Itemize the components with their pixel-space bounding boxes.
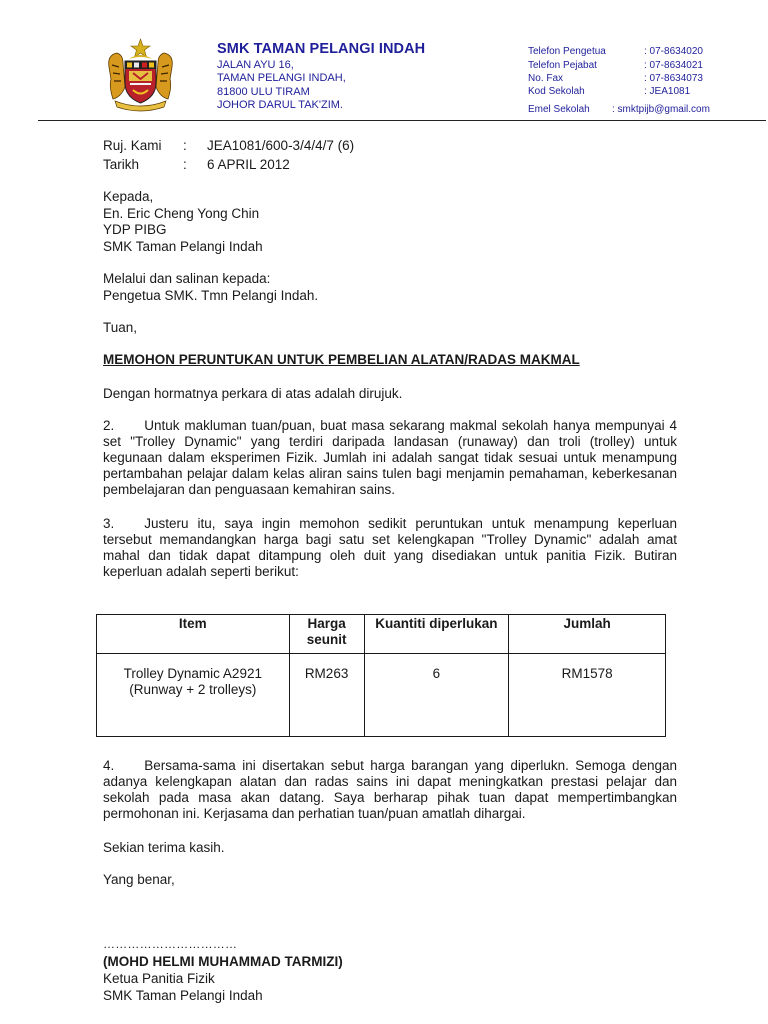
contact-value: : 07-8634020 [644, 46, 703, 57]
school-header [217, 41, 425, 113]
paragraph-text: Bersama-sama ini disertakan sebut harga barangan yang diperlukn. Semoga dengan adanya kelengkapan alatan dan radas sains ini dapat meningkatkan prestasi pelajar dan sekolah pada masa akan datang. Saya berharap pihak tuan dapat mempertimbangkan permohonan ini. Kerjasama dan perhatian tuan/puan amatlah dihargai. [103, 758, 677, 822]
reference-colon: : [183, 138, 187, 153]
quantity-cell: 6 [364, 654, 509, 737]
via-line: Melalui dan salinan kepada: [103, 271, 271, 286]
address-line: 81800 ULU TIRAM [217, 85, 310, 98]
column-header-price: Harga seunit [289, 615, 364, 654]
recipient-line: En. Eric Cheng Yong Chin [103, 206, 260, 221]
email-value: : smktpijb@gmail.com [612, 104, 710, 116]
paragraph-number: 2. [103, 418, 115, 433]
column-header-quantity: Kuantiti diperlukan [364, 615, 509, 654]
recipient-line: SMK Taman Pelangi Indah [103, 239, 263, 254]
contact-label: Telefon Pengetua [528, 46, 606, 57]
paragraph-number: 3. [103, 516, 115, 531]
paragraph-2 [103, 418, 677, 498]
column-header-total: Jumlah [509, 615, 666, 654]
signature-line: …………………………… [103, 937, 238, 951]
column-header-item: Item [97, 615, 290, 654]
school-name: SMK TAMAN PELANGI INDAH [217, 41, 426, 57]
contact-value: : JEA1081 [644, 86, 691, 98]
address-line: JOHOR DARUL TAK'ZIM. [217, 99, 343, 112]
salutation: Tuan, [103, 320, 138, 335]
reference-number: JEA1081/600-3/4/4/7 (6) [207, 138, 355, 153]
paragraph-number: 4. [103, 758, 115, 773]
date-colon: : [183, 157, 187, 172]
signatory-title: Ketua Panitia Fizik [103, 971, 215, 986]
signatory-school: SMK Taman Pelangi Indah [103, 988, 263, 1003]
yang-benar: Yang benar, [103, 872, 175, 887]
contact-value: : 07-8634021 [644, 60, 703, 72]
address-line: JALAN AYU 16, [217, 59, 294, 71]
via-line: Pengetua SMK. Tmn Pelangi Indah. [103, 288, 319, 303]
table-header-row [97, 615, 666, 654]
opening-sentence: Dengan hormatnya perkara di atas adalah dirujuk. [103, 386, 403, 401]
date-value: 6 APRIL 2012 [207, 157, 290, 172]
contact-label: No. Fax [528, 73, 564, 85]
table-row [97, 654, 666, 737]
date-label: Tarikh [103, 157, 140, 172]
contact-label: Kod Sekolah [528, 86, 585, 98]
signatory-name: (MOHD HELMI MUHAMMAD TARMIZI) [103, 954, 343, 969]
closing-line: Sekian terima kasih. [103, 840, 225, 855]
recipient-line: Kepada, [103, 189, 154, 204]
price-cell: RM263 [289, 654, 364, 737]
letter-subject: MEMOHON PERUNTUKAN UNTUK PEMBELIAN ALATAN/RADAS MAKMAL [103, 352, 580, 367]
address-line: TAMAN PELANGI INDAH, [217, 72, 346, 85]
item-cell: Trolley Dynamic A2921 (Runway + 2 trolleys) [97, 654, 290, 737]
paragraph-3 [103, 516, 677, 580]
header-divider [38, 120, 766, 121]
paragraph-text: Justeru itu, saya ingin memohon sedikit peruntukan untuk menampung keperluan tersebut memandangkan harga bagi satu set kelengkapan "Trolley Dynamic" adalah amat mahal dan tidak dapat ditampung oleh duit yang disediakan untuk panitia Fizik. Butiran keperluan adalah seperti berikut: [103, 516, 677, 580]
coat-of-arms-icon [103, 37, 178, 112]
recipient-line: YDP PIBG [103, 222, 167, 237]
total-cell: RM1578 [509, 654, 666, 737]
contact-label: Telefon Pejabat [528, 60, 597, 72]
items-table [96, 614, 666, 737]
reference-label: Ruj. Kami [103, 138, 162, 153]
paragraph-4 [103, 758, 677, 822]
paragraph-text: Untuk makluman tuan/puan, buat masa sekarang makmal sekolah hanya mempunyai 4 set "Trolley Dynamic" yang terdiri daripada landasan (runaway) dan troli (trolley) untuk kegunaan dalam eksperimen Fizik. Jumlah ini adalah sangat tidak sesuai untuk menampung pertambahan pelajar dalam kelas aliran sains tulen bagi menjamin pemahaman, keberkesanan pembelajaran dan penguasaan kemahiran sains. [103, 418, 677, 498]
contact-value: : 07-8634073 [644, 73, 703, 85]
email-label: Emel Sekolah [528, 104, 590, 116]
